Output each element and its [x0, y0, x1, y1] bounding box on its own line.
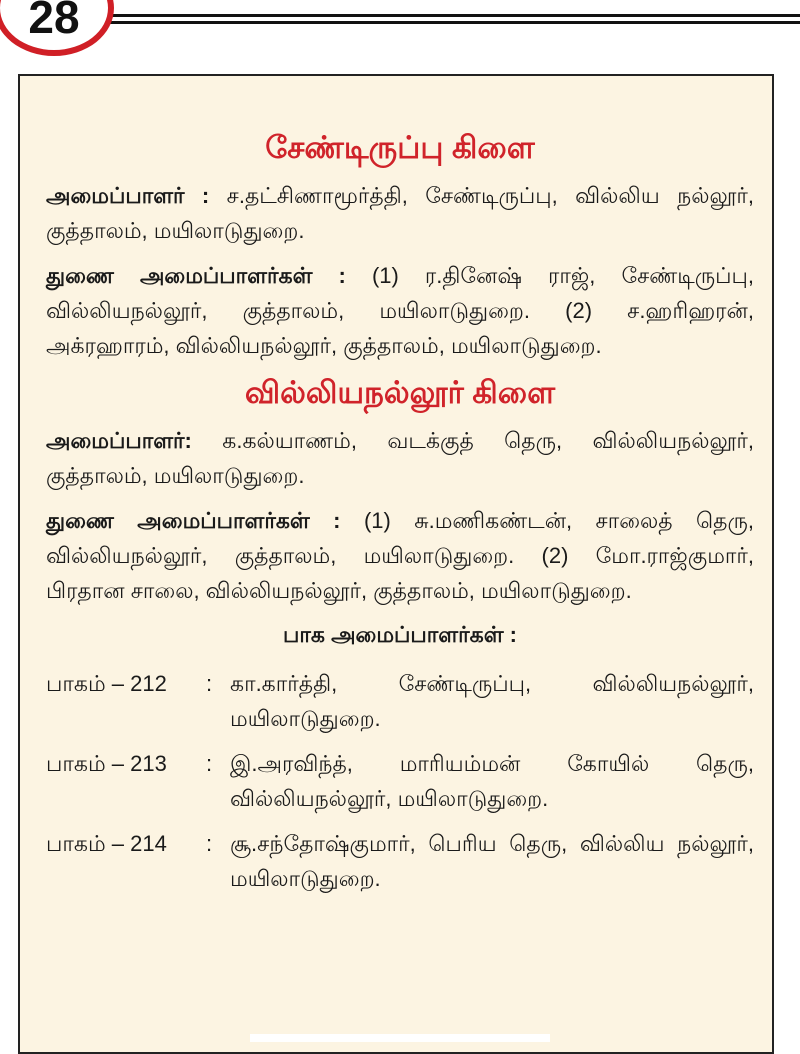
organizer-text: க.கல்யாணம், வடக்குத் தெரு, வில்லியநல்லூர், குத்தாலம், மயிலாடுதுறை. — [46, 428, 754, 488]
booth-colon: : — [206, 751, 213, 776]
booth-number: பாகம் – 214 — [46, 831, 167, 856]
bottom-mark — [250, 1034, 550, 1042]
deputy-text: (1) சு.மணிகண்டன், சாலைத் தெரு, வில்லியநல்லூர், குத்தாலம், மயிலாடுதுறை. (2) மோ.ராஜ்குமார், பிரதான சாலை, வில்லியநல்லூர், குத்தாலம், மயிலாடுதுறை. — [46, 508, 754, 603]
page-number: 28 — [28, 0, 80, 43]
organizer-paragraph — [46, 178, 754, 248]
booth-number: பாகம் – 212 — [46, 671, 167, 696]
booth-row — [46, 666, 754, 736]
booth-row — [46, 826, 754, 896]
booth-organizer: கா.கார்த்தி, சேண்டிருப்பு, வில்லியநல்லூர், மயிலாடுதுறை. — [230, 671, 754, 731]
deputy-paragraph — [46, 258, 754, 363]
deputy-paragraph — [46, 503, 754, 608]
booth-heading: பாக அமைப்பாளர்கள் : — [283, 622, 517, 647]
booth-organizer: சூ.சந்தோஷ்குமார், பெரிய தெரு, வில்லிய நல்லூர், மயிலாடுதுறை. — [230, 831, 754, 891]
booth-number: பாகம் – 213 — [46, 751, 167, 776]
section-title: சேண்டிருப்பு கிளை — [265, 130, 535, 165]
top-rule — [100, 14, 800, 24]
booth-colon: : — [206, 831, 213, 856]
organizer-label: அமைப்பாளர்: — [46, 428, 192, 453]
organizer-text: ச.தட்சிணாமூர்த்தி, சேண்டிருப்பு, வில்லிய நல்லூர், குத்தாலம், மயிலாடுதுறை. — [46, 183, 754, 243]
booth-organizer: இ.அரவிந்த், மாரியம்மன் கோயில் தெரு, வில்லியநல்லூர், மயிலாடுதுறை. — [230, 751, 754, 811]
page-number-badge — [0, 0, 114, 56]
content-panel — [18, 74, 774, 1054]
deputy-text: (1) ர.தினேஷ் ராஜ், சேண்டிருப்பு, வில்லியநல்லூர், குத்தாலம், மயிலாடுதுறை. (2) ச.ஹரிஹரன், அக்ரஹாரம், வில்லியநல்லூர், குத்தாலம், மயிலாடுதுறை. — [46, 263, 754, 358]
deputy-label: துணை அமைப்பாளர்கள் : — [46, 263, 346, 288]
booth-row — [46, 746, 754, 816]
content — [46, 128, 754, 906]
organizer-label: அமைப்பாளர் : — [46, 183, 210, 208]
booth-colon: : — [206, 671, 213, 696]
right-column-strip — [772, 74, 800, 1054]
section-title: வில்லியநல்லூர் கிளை — [244, 375, 556, 410]
deputy-label: துணை அமைப்பாளர்கள் : — [46, 508, 341, 533]
organizer-paragraph — [46, 423, 754, 493]
